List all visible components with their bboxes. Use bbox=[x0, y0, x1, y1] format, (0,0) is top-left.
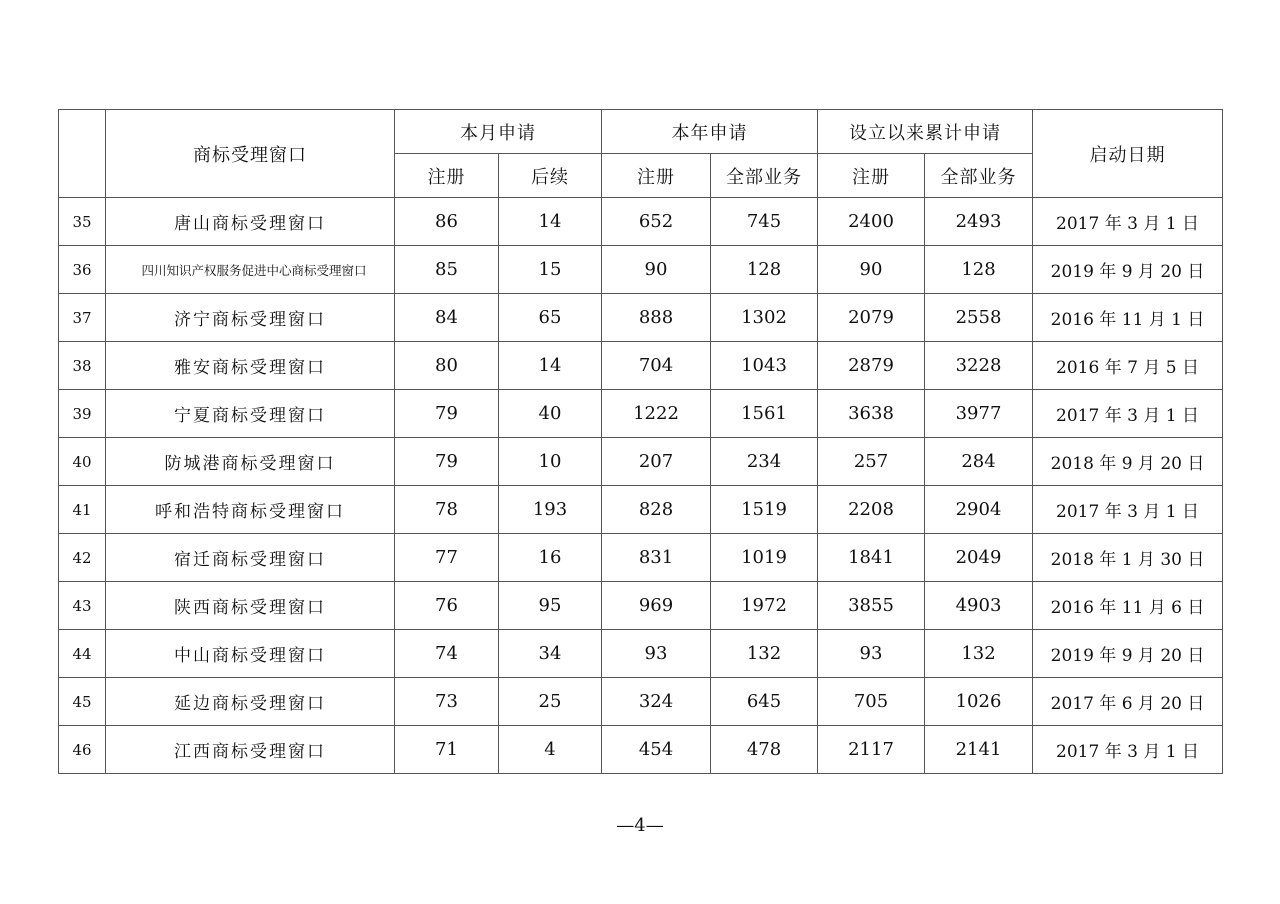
table-row bbox=[59, 726, 1223, 774]
total-register: 2117 bbox=[818, 726, 925, 774]
total-all-business: 3977 bbox=[925, 390, 1033, 438]
start-date: 2018 年 1 月 30 日 bbox=[1033, 534, 1223, 582]
year-register: 704 bbox=[602, 342, 711, 390]
month-followup: 193 bbox=[499, 486, 602, 534]
month-followup: 65 bbox=[499, 294, 602, 342]
year-all-business: 645 bbox=[711, 678, 818, 726]
total-all-business: 2493 bbox=[925, 198, 1033, 246]
month-register: 78 bbox=[395, 486, 499, 534]
month-register: 86 bbox=[395, 198, 499, 246]
total-register: 93 bbox=[818, 630, 925, 678]
table-row bbox=[59, 198, 1223, 246]
month-register: 74 bbox=[395, 630, 499, 678]
row-index: 36 bbox=[59, 246, 106, 294]
month-followup: 40 bbox=[499, 390, 602, 438]
total-register: 90 bbox=[818, 246, 925, 294]
row-index: 43 bbox=[59, 582, 106, 630]
header-row-top bbox=[59, 110, 1223, 154]
month-followup: 14 bbox=[499, 198, 602, 246]
start-date: 2019 年 9 月 20 日 bbox=[1033, 246, 1223, 294]
total-register: 2079 bbox=[818, 294, 925, 342]
row-index: 37 bbox=[59, 294, 106, 342]
year-all-business: 1519 bbox=[711, 486, 818, 534]
year-register: 324 bbox=[602, 678, 711, 726]
month-followup: 15 bbox=[499, 246, 602, 294]
table-row bbox=[59, 438, 1223, 486]
table-row bbox=[59, 582, 1223, 630]
start-date: 2016 年 11 月 6 日 bbox=[1033, 582, 1223, 630]
row-index: 35 bbox=[59, 198, 106, 246]
start-date: 2016 年 11 月 1 日 bbox=[1033, 294, 1223, 342]
row-index: 38 bbox=[59, 342, 106, 390]
row-index: 39 bbox=[59, 390, 106, 438]
month-register: 79 bbox=[395, 390, 499, 438]
year-all-business: 478 bbox=[711, 726, 818, 774]
window-name: 四川知识产权服务促进中心商标受理窗口 bbox=[106, 246, 395, 294]
month-followup: 14 bbox=[499, 342, 602, 390]
month-followup: 4 bbox=[499, 726, 602, 774]
total-all-business-header: 全部业务 bbox=[925, 154, 1033, 198]
cumulative-application-header: 设立以来累计申请 bbox=[818, 110, 1033, 154]
total-register: 2879 bbox=[818, 342, 925, 390]
window-name: 雅安商标受理窗口 bbox=[106, 342, 395, 390]
year-all-business: 1043 bbox=[711, 342, 818, 390]
year-all-business: 1302 bbox=[711, 294, 818, 342]
start-date: 2017 年 3 月 1 日 bbox=[1033, 198, 1223, 246]
total-all-business: 284 bbox=[925, 438, 1033, 486]
total-all-business: 2141 bbox=[925, 726, 1033, 774]
table-row bbox=[59, 294, 1223, 342]
total-all-business: 3228 bbox=[925, 342, 1033, 390]
month-register: 73 bbox=[395, 678, 499, 726]
row-index: 45 bbox=[59, 678, 106, 726]
table-row bbox=[59, 630, 1223, 678]
total-register: 2208 bbox=[818, 486, 925, 534]
window-name: 唐山商标受理窗口 bbox=[106, 198, 395, 246]
window-name: 防城港商标受理窗口 bbox=[106, 438, 395, 486]
year-register-header: 注册 bbox=[602, 154, 711, 198]
start-date: 2019 年 9 月 20 日 bbox=[1033, 630, 1223, 678]
year-all-business: 128 bbox=[711, 246, 818, 294]
start-date: 2017 年 3 月 1 日 bbox=[1033, 390, 1223, 438]
month-followup: 95 bbox=[499, 582, 602, 630]
window-name: 延边商标受理窗口 bbox=[106, 678, 395, 726]
total-register: 1841 bbox=[818, 534, 925, 582]
row-index: 40 bbox=[59, 438, 106, 486]
year-register: 90 bbox=[602, 246, 711, 294]
month-register: 79 bbox=[395, 438, 499, 486]
month-followup: 34 bbox=[499, 630, 602, 678]
row-index: 46 bbox=[59, 726, 106, 774]
window-name: 呼和浩特商标受理窗口 bbox=[106, 486, 395, 534]
year-all-business: 1019 bbox=[711, 534, 818, 582]
trademark-window-stats-table bbox=[58, 109, 1223, 774]
year-all-business-header: 全部业务 bbox=[711, 154, 818, 198]
year-register: 207 bbox=[602, 438, 711, 486]
total-all-business: 2049 bbox=[925, 534, 1033, 582]
month-followup: 25 bbox=[499, 678, 602, 726]
month-register-header: 注册 bbox=[395, 154, 499, 198]
table-row bbox=[59, 534, 1223, 582]
total-register: 705 bbox=[818, 678, 925, 726]
row-index: 44 bbox=[59, 630, 106, 678]
window-name: 宁夏商标受理窗口 bbox=[106, 390, 395, 438]
month-register: 85 bbox=[395, 246, 499, 294]
start-date: 2017 年 3 月 1 日 bbox=[1033, 726, 1223, 774]
table-row bbox=[59, 486, 1223, 534]
month-register: 77 bbox=[395, 534, 499, 582]
table-row bbox=[59, 342, 1223, 390]
year-all-business: 1561 bbox=[711, 390, 818, 438]
index-column-header bbox=[59, 110, 106, 198]
total-register: 257 bbox=[818, 438, 925, 486]
month-followup: 16 bbox=[499, 534, 602, 582]
year-register: 454 bbox=[602, 726, 711, 774]
year-register: 828 bbox=[602, 486, 711, 534]
year-register: 1222 bbox=[602, 390, 711, 438]
table-row bbox=[59, 678, 1223, 726]
year-register: 93 bbox=[602, 630, 711, 678]
table-row bbox=[59, 246, 1223, 294]
row-index: 41 bbox=[59, 486, 106, 534]
total-all-business: 1026 bbox=[925, 678, 1033, 726]
table-row bbox=[59, 390, 1223, 438]
total-register: 2400 bbox=[818, 198, 925, 246]
total-all-business: 2904 bbox=[925, 486, 1033, 534]
month-application-header: 本月申请 bbox=[395, 110, 602, 154]
total-register-header: 注册 bbox=[818, 154, 925, 198]
year-all-business: 234 bbox=[711, 438, 818, 486]
year-register: 831 bbox=[602, 534, 711, 582]
window-name: 宿迁商标受理窗口 bbox=[106, 534, 395, 582]
start-date: 2018 年 9 月 20 日 bbox=[1033, 438, 1223, 486]
month-register: 84 bbox=[395, 294, 499, 342]
total-all-business: 4903 bbox=[925, 582, 1033, 630]
year-application-header: 本年申请 bbox=[602, 110, 818, 154]
start-date: 2017 年 6 月 20 日 bbox=[1033, 678, 1223, 726]
window-name: 济宁商标受理窗口 bbox=[106, 294, 395, 342]
year-all-business: 132 bbox=[711, 630, 818, 678]
page-number: —4— bbox=[616, 815, 664, 836]
window-name: 江西商标受理窗口 bbox=[106, 726, 395, 774]
month-followup-header: 后续 bbox=[499, 154, 602, 198]
window-name: 中山商标受理窗口 bbox=[106, 630, 395, 678]
month-register: 71 bbox=[395, 726, 499, 774]
total-register: 3855 bbox=[818, 582, 925, 630]
total-all-business: 132 bbox=[925, 630, 1033, 678]
window-name-column-header: 商标受理窗口 bbox=[106, 110, 395, 198]
month-followup: 10 bbox=[499, 438, 602, 486]
total-register: 3638 bbox=[818, 390, 925, 438]
row-index: 42 bbox=[59, 534, 106, 582]
year-all-business: 745 bbox=[711, 198, 818, 246]
year-register: 652 bbox=[602, 198, 711, 246]
total-all-business: 2558 bbox=[925, 294, 1033, 342]
year-all-business: 1972 bbox=[711, 582, 818, 630]
start-date: 2016 年 7 月 5 日 bbox=[1033, 342, 1223, 390]
start-date-column-header: 启动日期 bbox=[1033, 110, 1223, 198]
month-register: 76 bbox=[395, 582, 499, 630]
year-register: 888 bbox=[602, 294, 711, 342]
year-register: 969 bbox=[602, 582, 711, 630]
start-date: 2017 年 3 月 1 日 bbox=[1033, 486, 1223, 534]
total-all-business: 128 bbox=[925, 246, 1033, 294]
month-register: 80 bbox=[395, 342, 499, 390]
window-name: 陕西商标受理窗口 bbox=[106, 582, 395, 630]
